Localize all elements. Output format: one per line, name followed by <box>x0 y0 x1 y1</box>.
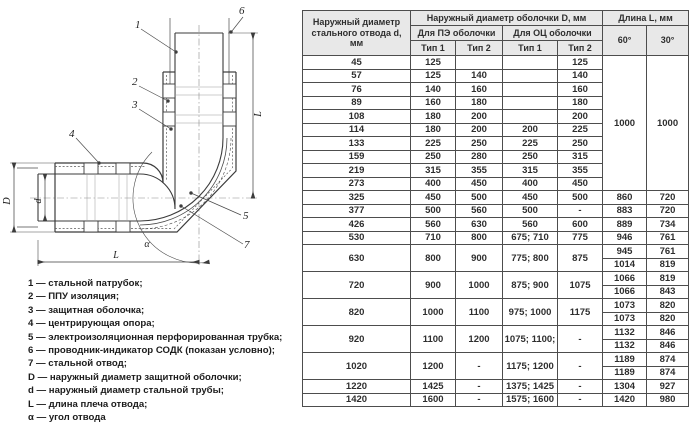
table-cell-pe1: 125 <box>411 56 456 70</box>
table-cell-d: 720 <box>303 272 411 299</box>
table-cell-oc2: 1175 <box>558 299 603 326</box>
table-cell-d: 325 <box>303 191 411 205</box>
spec-table-body <box>303 56 689 407</box>
table-cell-oc2: 355 <box>558 164 603 178</box>
callout-4: 4 <box>69 128 75 140</box>
elbow-diagram <box>0 0 303 275</box>
table-cell-oc1: 225 <box>503 137 558 151</box>
table-cell-d: 920 <box>303 326 411 353</box>
legend-line-D: D — наружный диаметр защитной оболочки; <box>28 371 242 383</box>
table-cell-pe1: 900 <box>411 272 456 299</box>
table-cell-l30: 820 <box>647 299 689 313</box>
centerlines <box>30 25 258 265</box>
table-cell-oc1: 1375; 1425 <box>503 380 558 394</box>
table-cell-d: 377 <box>303 204 411 218</box>
table-cell-pe1: 800 <box>411 245 456 272</box>
table-cell-l60: 860 <box>603 191 647 205</box>
table-cell-pe2: 1100 <box>456 299 503 326</box>
table-cell-l30: 720 <box>647 191 689 205</box>
table-cell-oc1 <box>503 110 558 124</box>
table-cell-oc2: 1075 <box>558 272 603 299</box>
table-cell-d: 1220 <box>303 380 411 394</box>
legend-line-3: 3 — защитная оболочка; <box>28 304 145 316</box>
table-cell-d: 820 <box>303 299 411 326</box>
callout-leaders <box>76 17 243 244</box>
table-row <box>303 218 689 232</box>
table-cell-oc2: - <box>558 380 603 394</box>
table-cell-pe2: 500 <box>456 191 503 205</box>
header-60deg: 60° <box>603 26 647 56</box>
dim-label-L-right: L <box>253 111 264 117</box>
table-row <box>303 191 689 205</box>
table-cell-pe2: - <box>456 353 503 380</box>
dim-label-alpha: α <box>144 239 150 250</box>
perforated-tube-layers <box>140 138 231 229</box>
table-cell-l60: 889 <box>603 218 647 232</box>
table-cell-oc1 <box>503 69 558 83</box>
table-cell-pe2: - <box>456 380 503 394</box>
table-cell-pe2: 200 <box>456 110 503 124</box>
table-row <box>303 353 689 367</box>
header-pe-type2: Тип 2 <box>456 41 503 56</box>
header-pe-type1: Тип 1 <box>411 41 456 56</box>
table-cell-pe1: 1100 <box>411 326 456 353</box>
legend-line-L: L — длина плеча отвода; <box>28 398 148 410</box>
table-cell-pe1: 1000 <box>411 299 456 326</box>
table-row <box>303 231 689 245</box>
table-cell-d: 57 <box>303 69 411 83</box>
table-cell-l60: 1132 <box>603 326 647 340</box>
table-cell-oc1: 315 <box>503 164 558 178</box>
dim-label-D: D <box>2 197 13 205</box>
callout-6: 6 <box>239 5 245 17</box>
table-cell-oc2: - <box>558 393 603 407</box>
table-cell-oc1: 200 <box>503 123 558 137</box>
table-cell-l30: 927 <box>647 380 689 394</box>
table-cell-oc2: 180 <box>558 96 603 110</box>
table-cell-pe2: 1200 <box>456 326 503 353</box>
table-cell-oc2: 140 <box>558 69 603 83</box>
table-cell-l30: 846 <box>647 326 689 340</box>
table-cell-pe1: 180 <box>411 110 456 124</box>
table-cell-l60: 1066 <box>603 285 647 299</box>
legend <box>28 277 282 424</box>
table-cell-oc1: 975; 1000 <box>503 299 558 326</box>
callout-3: 3 <box>132 99 138 111</box>
table-cell-oc1: 500 <box>503 204 558 218</box>
table-cell-oc1: 1175; 1200 <box>503 353 558 380</box>
dim-label-d: d <box>33 198 44 204</box>
header-casing-diameter: Наружный диаметр оболочки D, мм <box>411 11 603 26</box>
table-cell-pe1: 560 <box>411 218 456 232</box>
header-oc-type1: Тип 1 <box>503 41 558 56</box>
table-row <box>303 56 689 70</box>
table-cell-d: 530 <box>303 231 411 245</box>
table-cell-pe2: 450 <box>456 177 503 191</box>
table-cell-d: 159 <box>303 150 411 164</box>
table-cell-l60: 946 <box>603 231 647 245</box>
dimension-alpha <box>133 152 209 263</box>
table-cell-l30: 819 <box>647 258 689 272</box>
table-cell-d: 630 <box>303 245 411 272</box>
table-cell-oc2: - <box>558 326 603 353</box>
table-cell-pe2 <box>456 56 503 70</box>
casing-hatch <box>55 75 233 229</box>
table-cell-l30: 761 <box>647 231 689 245</box>
dimension-D <box>2 163 55 232</box>
table-cell-oc2: 875 <box>558 245 603 272</box>
spec-table <box>302 10 689 407</box>
table-cell-l30: 843 <box>647 285 689 299</box>
table-cell-d: 273 <box>303 177 411 191</box>
table-cell-oc2: 500 <box>558 191 603 205</box>
table-cell-pe2: 1000 <box>456 272 503 299</box>
table-cell-oc2: 450 <box>558 177 603 191</box>
table-cell-d: 426 <box>303 218 411 232</box>
table-cell-l30: 980 <box>647 393 689 407</box>
header-length: Длина L, мм <box>603 11 689 26</box>
table-cell-l60: 945 <box>603 245 647 259</box>
table-row <box>303 393 689 407</box>
table-cell-oc2: 200 <box>558 110 603 124</box>
callout-7: 7 <box>244 239 250 251</box>
table-cell-pe1: 1200 <box>411 353 456 380</box>
table-cell-pe1: 140 <box>411 83 456 97</box>
table-cell-oc1: 675; 710 <box>503 231 558 245</box>
table-cell-d: 114 <box>303 123 411 137</box>
table-cell-l60: 1189 <box>603 366 647 380</box>
table-cell-l60: 1073 <box>603 312 647 326</box>
centering-supports-horizontal <box>84 163 130 232</box>
table-cell-l60: 1000 <box>603 56 647 191</box>
table-cell-pe1: 450 <box>411 191 456 205</box>
table-cell-oc1: 400 <box>503 177 558 191</box>
table-row <box>303 299 689 313</box>
table-cell-pe2: 250 <box>456 137 503 151</box>
table-cell-l60: 1132 <box>603 339 647 353</box>
dimension-L-bottom <box>38 240 199 266</box>
table-cell-l30: 761 <box>647 245 689 259</box>
table-cell-l30: 720 <box>647 204 689 218</box>
table-cell-oc2: 775 <box>558 231 603 245</box>
table-cell-l60: 1066 <box>603 272 647 286</box>
table-row <box>303 326 689 340</box>
table-cell-oc1: 1575; 1600 <box>503 393 558 407</box>
header-oc-type2: Тип 2 <box>558 41 603 56</box>
legend-line-1: 1 — стальной патрубок; <box>28 278 143 289</box>
table-cell-oc1 <box>503 96 558 110</box>
table-cell-pe1: 160 <box>411 96 456 110</box>
table-cell-pe1: 250 <box>411 150 456 164</box>
legend-line-d: d — наружный диаметр стальной трубы; <box>28 385 224 397</box>
table-cell-pe1: 710 <box>411 231 456 245</box>
table-cell-pe1: 1425 <box>411 380 456 394</box>
table-cell-oc1 <box>503 83 558 97</box>
table-cell-d: 1420 <box>303 393 411 407</box>
table-row <box>303 380 689 394</box>
table-cell-pe2: 355 <box>456 164 503 178</box>
table-cell-l60: 883 <box>603 204 647 218</box>
table-cell-l60: 1304 <box>603 380 647 394</box>
table-cell-oc2: 250 <box>558 137 603 151</box>
table-cell-l30: 1000 <box>647 56 689 191</box>
table-cell-oc1: 1075; 1100; <box>503 326 558 353</box>
dimension-d <box>33 174 45 221</box>
table-cell-l30: 820 <box>647 312 689 326</box>
table-cell-d: 108 <box>303 110 411 124</box>
table-cell-pe1: 400 <box>411 177 456 191</box>
table-cell-pe1: 125 <box>411 69 456 83</box>
callout-5: 5 <box>243 210 249 222</box>
table-cell-pe2: 200 <box>456 123 503 137</box>
legend-line-4: 4 — центрирующая опора; <box>28 318 155 330</box>
table-cell-pe1: 315 <box>411 164 456 178</box>
table-cell-oc2: 225 <box>558 123 603 137</box>
table-cell-oc2: 125 <box>558 56 603 70</box>
legend-line-alpha: α — угол отвода <box>28 412 106 424</box>
table-cell-pe2: 800 <box>456 231 503 245</box>
table-cell-pe2: - <box>456 393 503 407</box>
table-cell-oc1 <box>503 56 558 70</box>
table-cell-oc1: 560 <box>503 218 558 232</box>
table-row <box>303 245 689 259</box>
dim-label-L-bottom: L <box>113 250 119 261</box>
table-cell-oc1: 875; 900 <box>503 272 558 299</box>
table-cell-oc1: 450 <box>503 191 558 205</box>
table-cell-d: 133 <box>303 137 411 151</box>
table-cell-pe2: 630 <box>456 218 503 232</box>
table-cell-l30: 874 <box>647 366 689 380</box>
table-cell-oc2: - <box>558 353 603 380</box>
legend-line-5: 5 — электроизоляционная перфорированная трубка; <box>28 331 283 343</box>
table-cell-l60: 1420 <box>603 393 647 407</box>
table-cell-d: 76 <box>303 83 411 97</box>
table-cell-d: 1020 <box>303 353 411 380</box>
table-cell-l60: 1073 <box>603 299 647 313</box>
legend-line-6: 6 — проводник-индикатор СОДК (показан условно); <box>28 345 275 357</box>
table-cell-pe2: 180 <box>456 96 503 110</box>
table-cell-pe2: 560 <box>456 204 503 218</box>
table-cell-pe2: 140 <box>456 69 503 83</box>
header-oc-casing: Для ОЦ оболочки <box>503 26 603 41</box>
table-cell-l30: 874 <box>647 353 689 367</box>
callout-1: 1 <box>135 19 141 31</box>
legend-line-7: 7 — стальной отвод; <box>28 358 127 370</box>
table-cell-pe2: 280 <box>456 150 503 164</box>
header-steel-diameter: Наружный диаметр стального отвода d, мм <box>303 11 411 56</box>
table-cell-oc2: 600 <box>558 218 603 232</box>
table-cell-oc2: 160 <box>558 83 603 97</box>
casing-outline <box>55 72 236 232</box>
table-cell-d: 219 <box>303 164 411 178</box>
table-cell-pe1: 225 <box>411 137 456 151</box>
table-cell-l30: 846 <box>647 339 689 353</box>
steel-pipe-outline <box>38 33 223 221</box>
header-30deg: 30° <box>647 26 689 56</box>
table-cell-oc2: - <box>558 204 603 218</box>
callout-2: 2 <box>132 76 138 88</box>
header-pe-casing: Для ПЭ оболочки <box>411 26 503 41</box>
table-cell-d: 89 <box>303 96 411 110</box>
centering-supports-vertical <box>163 84 236 126</box>
table-row <box>303 204 689 218</box>
table-cell-pe2: 900 <box>456 245 503 272</box>
table-cell-oc1: 250 <box>503 150 558 164</box>
table-cell-oc2: 315 <box>558 150 603 164</box>
table-cell-l60: 1014 <box>603 258 647 272</box>
table-cell-l30: 734 <box>647 218 689 232</box>
table-cell-pe2: 160 <box>456 83 503 97</box>
legend-line-2: 2 — ППУ изоляция; <box>28 291 120 303</box>
table-cell-l60: 1189 <box>603 353 647 367</box>
table-cell-pe1: 1600 <box>411 393 456 407</box>
table-cell-pe1: 500 <box>411 204 456 218</box>
table-row <box>303 272 689 286</box>
table-cell-oc1: 775; 800 <box>503 245 558 272</box>
table-cell-d: 45 <box>303 56 411 70</box>
table-cell-pe1: 180 <box>411 123 456 137</box>
table-cell-l30: 819 <box>647 272 689 286</box>
